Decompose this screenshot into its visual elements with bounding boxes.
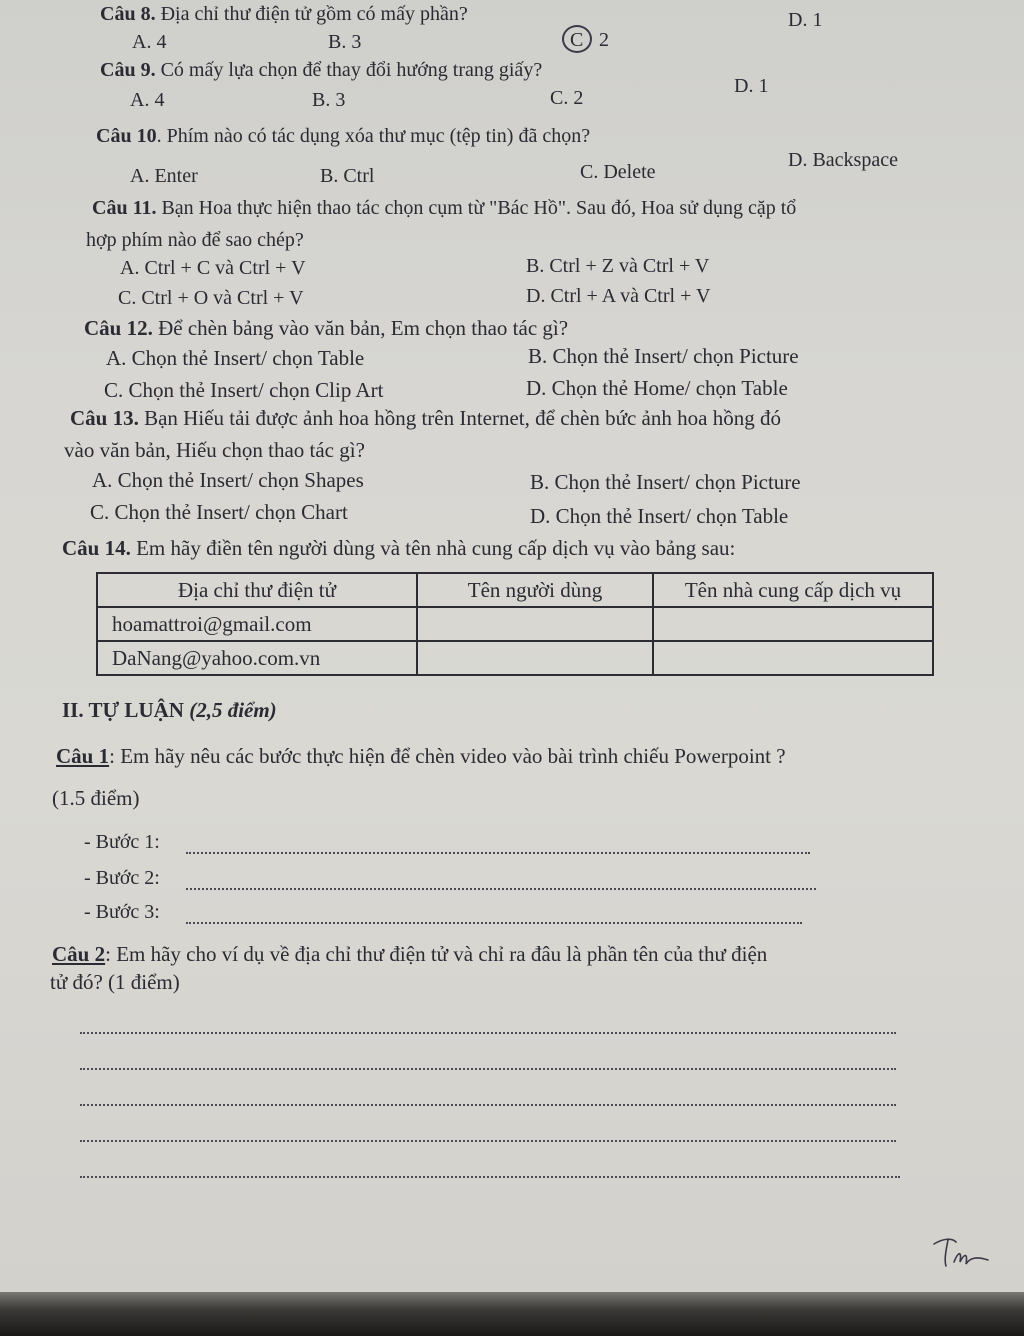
q11-option-b: B. Ctrl + Z và Ctrl + V — [526, 255, 710, 277]
q12-option-d: D. Chọn thẻ Home/ chọn Table — [526, 376, 788, 400]
q8-option-c-letter: C — [570, 29, 584, 51]
table-row — [97, 641, 933, 675]
q8-option-a: A. 4 — [132, 31, 167, 53]
essay-2-text-2: tử đó? (1 điểm) — [50, 970, 180, 994]
q11-option-c: C. Ctrl + O và Ctrl + V — [118, 287, 304, 309]
section-label: II. TỰ LUẬN — [62, 698, 184, 722]
q10-option-a: A. Enter — [130, 165, 198, 187]
q13-option-d: D. Chọn thẻ Insert/ chọn Table — [530, 504, 789, 528]
q9-option-d: D. 1 — [734, 75, 769, 97]
table-header-row — [97, 573, 933, 607]
question-13-line-1 — [70, 406, 781, 430]
table-row — [97, 607, 933, 641]
question-12-text: Để chèn bảng vào văn bản, Em chọn thao tác gì? — [158, 316, 569, 340]
question-9-title: Câu 9. — [100, 59, 156, 81]
essay-2-question — [52, 942, 767, 966]
q9-option-a: A. 4 — [130, 89, 165, 111]
question-8 — [100, 2, 468, 26]
q9-option-c: C. 2 — [550, 87, 584, 109]
question-9-text: Có mấy lựa chọn để thay đổi hướng trang giấy? — [160, 59, 543, 81]
table-cell[interactable] — [653, 607, 933, 641]
q9-option-b: B. 3 — [312, 89, 346, 111]
question-14-title: Câu 14. — [62, 536, 131, 560]
q8-option-d: D. 1 — [788, 9, 823, 31]
answer-line[interactable] — [80, 1104, 896, 1106]
question-10-title: Câu 10 — [96, 125, 157, 147]
table-cell[interactable] — [417, 641, 653, 675]
table-cell[interactable] — [417, 607, 653, 641]
signature-scribble-icon — [930, 1232, 990, 1272]
table-header-cell: Tên người dùng — [417, 573, 653, 607]
essay-1-title: Câu 1 — [56, 744, 110, 768]
q11-option-d: D. Ctrl + A và Ctrl + V — [526, 285, 711, 307]
essay-1-step-1: - Bước 1: — [84, 831, 160, 853]
essay-1-question — [56, 744, 786, 768]
answer-line[interactable] — [186, 888, 816, 890]
section-points: (2,5 điểm) — [189, 698, 277, 722]
q10-option-c: C. Delete — [580, 161, 656, 183]
question-10-text: . Phím nào có tác dụng xóa thư mục (tệp tin) đã chọn? — [156, 125, 591, 147]
q11-option-a: A. Ctrl + C và Ctrl + V — [120, 257, 306, 279]
question-11-title: Câu 11. — [92, 197, 157, 219]
question-11-text-1: Bạn Hoa thực hiện thao tác chọn cụm từ "Bác Hồ". Sau đó, Hoa sử dụng cặp tổ — [161, 197, 797, 219]
essay-2-title: Câu 2 — [52, 942, 106, 966]
table-cell: hoamattroi@gmail.com — [97, 607, 417, 641]
q10-option-b: B. Ctrl — [320, 165, 375, 187]
answer-line[interactable] — [80, 1068, 896, 1070]
answer-line[interactable] — [186, 922, 802, 924]
q13-option-a: A. Chọn thẻ Insert/ chọn Shapes — [92, 468, 364, 492]
q13-option-b: B. Chọn thẻ Insert/ chọn Picture — [530, 470, 801, 494]
q8-option-b: B. 3 — [328, 31, 362, 53]
q12-option-b: B. Chọn thẻ Insert/ chọn Picture — [528, 344, 799, 368]
table-cell[interactable] — [653, 641, 933, 675]
answer-line[interactable] — [186, 852, 810, 854]
answer-line[interactable] — [80, 1176, 900, 1178]
answer-line[interactable] — [80, 1140, 896, 1142]
section-heading — [62, 698, 277, 722]
email-table — [96, 572, 934, 676]
question-12-title: Câu 12. — [84, 316, 153, 340]
answer-line[interactable] — [80, 1032, 896, 1034]
table-cell: DaNang@yahoo.com.vn — [97, 641, 417, 675]
q10-option-d: D. Backspace — [788, 149, 898, 171]
q12-option-c: C. Chọn thẻ Insert/ chọn Clip Art — [104, 378, 384, 402]
question-8-title: Câu 8. — [100, 3, 156, 25]
page-edge-shadow — [0, 1292, 1024, 1336]
table-header-cell: Tên nhà cung cấp dịch vụ — [653, 573, 933, 607]
question-8-text: Địa chỉ thư điện tử gồm có mấy phần? — [160, 3, 468, 25]
question-13-text-2: vào văn bản, Hiếu chọn thao tác gì? — [64, 438, 365, 462]
question-11-line-1 — [92, 196, 796, 220]
table-header-cell: Địa chỉ thư điện tử — [97, 573, 417, 607]
question-10 — [96, 124, 590, 148]
essay-1-step-2: - Bước 2: — [84, 867, 160, 889]
question-9 — [100, 58, 542, 82]
question-11-text-2: hợp phím nào để sao chép? — [86, 229, 304, 251]
q8-option-c-value: 2 — [599, 29, 609, 51]
question-13-title: Câu 13. — [70, 406, 139, 430]
q13-option-c: C. Chọn thẻ Insert/ chọn Chart — [90, 500, 348, 524]
question-12 — [84, 316, 568, 340]
essay-1-text: : Em hãy nêu các bước thực hiện để chèn video vào bài trình chiếu Powerpoint ? — [109, 744, 786, 768]
essay-1-points: (1.5 điểm) — [52, 786, 140, 810]
essay-1-step-3: - Bước 3: — [84, 901, 160, 923]
essay-2-text-1: : Em hãy cho ví dụ về địa chỉ thư điện tử và chỉ ra đâu là phần tên của thư điện — [105, 942, 768, 966]
question-14-text: Em hãy điền tên người dùng và tên nhà cung cấp dịch vụ vào bảng sau: — [136, 536, 736, 560]
question-14 — [62, 536, 735, 560]
q12-option-a: A. Chọn thẻ Insert/ chọn Table — [106, 346, 365, 370]
question-13-text-1: Bạn Hiếu tải được ảnh hoa hồng trên Internet, để chèn bức ảnh hoa hồng đó — [144, 406, 781, 430]
